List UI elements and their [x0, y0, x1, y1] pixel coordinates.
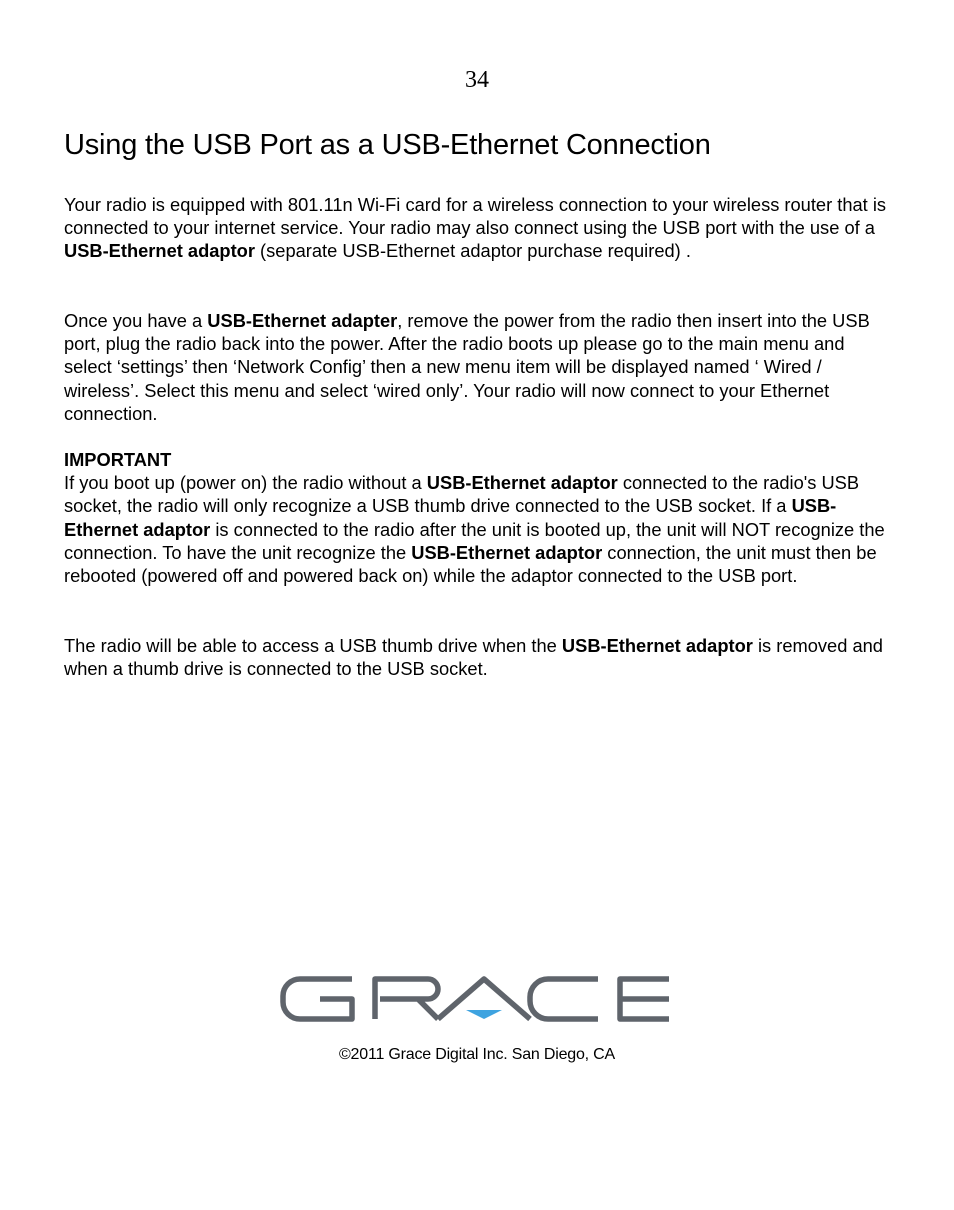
- setup-paragraph: [64, 309, 890, 425]
- text-run: connection, the unit must then be rebooted (powered off and powered back on) while the adaptor connected to the USB port.: [64, 541, 877, 587]
- removal-paragraph: [64, 634, 890, 680]
- bold-term: USB-Ethernet adaptor: [561, 635, 753, 656]
- bold-term: USB-Ethernet adaptor: [426, 472, 618, 494]
- text-run: is connected to the radio after the unit is booted up, the unit will NOT recognize the connection. To have the unit recognize the: [64, 518, 885, 563]
- text-run: (separate USB-Ethernet adaptor purchase required) .: [254, 240, 691, 262]
- logo-letter-r: [375, 979, 438, 1019]
- text-run: connected to the radio's USB socket, the radio will only recognize a USB thumb drive connected to the USB socket. If a: [64, 472, 860, 517]
- intro-paragraph: [64, 193, 890, 263]
- text-run: The radio will be able to access a USB thumb drive when the: [64, 635, 562, 656]
- text-run: If you boot up (power on) the radio without a: [64, 472, 427, 494]
- logo-accent-triangle: [466, 1010, 502, 1019]
- grace-logo: [280, 974, 672, 1024]
- page-title: Using the USB Port as a USB-Ethernet Connection: [64, 129, 711, 161]
- bold-term: USB-Ethernet adapter: [207, 310, 398, 331]
- bold-term: USB-Ethernet adaptor: [64, 495, 837, 540]
- text-run: Your radio is equipped with 801.11n Wi-Fi card for a wireless connection to your wireless router that is connected to your internet service. Your radio may also connect using the USB port with the use of a: [64, 194, 887, 239]
- copyright: ©2011 Grace Digital Inc. San Diego, CA: [338, 1046, 616, 1063]
- logo-letter-e: [620, 979, 669, 1019]
- important-heading: IMPORTANT: [64, 449, 172, 470]
- bold-term: USB-Ethernet adaptor: [64, 240, 255, 262]
- logo-letter-g: [283, 979, 352, 1019]
- text-run: Once you have a: [64, 310, 208, 331]
- text-run: , remove the power from the radio then insert into the USB port, plug the radio back into the power. After the radio boots up please go to the main menu and select ‘settings’ then ‘Network Config’ then a new menu item will be displayed named ‘ Wired / wireless’. Select this menu and select ‘wired only’. Your radio will now connect to your Ethernet connection.: [64, 310, 870, 424]
- logo-letter-c: [530, 979, 598, 1019]
- important-paragraph: [64, 448, 890, 587]
- text-run: is removed and when a thumb drive is connected to the USB socket.: [64, 635, 883, 680]
- page-number: 34: [465, 67, 489, 93]
- bold-term: USB-Ethernet adaptor: [411, 541, 603, 563]
